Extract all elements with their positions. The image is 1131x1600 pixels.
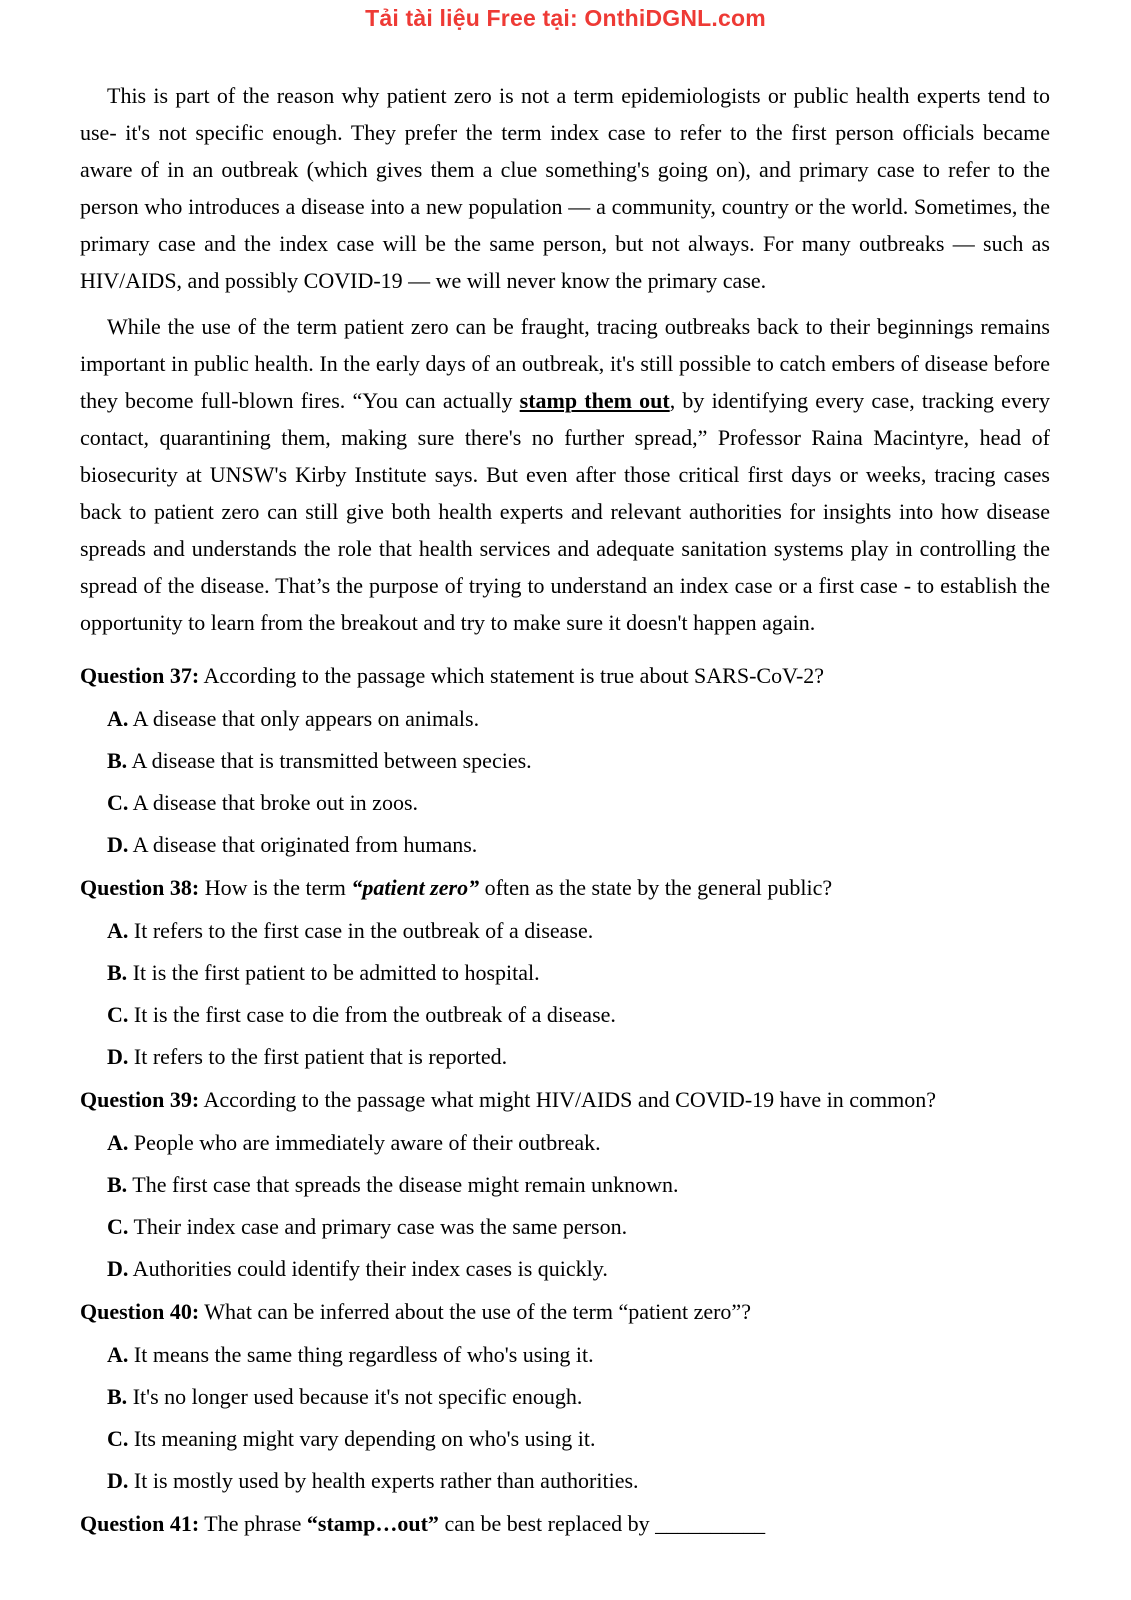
option-text: It refers to the first case in the outbreak of a disease.	[128, 918, 594, 943]
stamp-out-term: “stamp…out”	[306, 1511, 439, 1536]
paragraph-2-text-pre: While the use of the term patient zero can be fraught, tracing outbreaks back to their beginnings remains important in public health. In the early days of an outbreak, it's still possible to catch embers of disease before they become full-blown fires. “You can actually	[80, 314, 1050, 413]
question-38-option-b	[80, 958, 1050, 987]
option-text: It is the first patient to be admitted to hospital.	[127, 960, 540, 985]
question-39-option-b	[80, 1170, 1050, 1199]
question-37-option-c	[80, 788, 1050, 817]
passage-content	[80, 77, 1050, 1538]
option-letter: D.	[107, 1256, 129, 1281]
question-39-option-a	[80, 1128, 1050, 1157]
question-37-text: According to the passage which statement is true about SARS-CoV-2?	[199, 663, 825, 688]
question-40-label: Question 40:	[80, 1299, 200, 1324]
answer-blank: __________	[655, 1511, 766, 1536]
question-37-option-a	[80, 704, 1050, 733]
option-text: It is the first case to die from the outbreak of a disease.	[128, 1002, 616, 1027]
passage-paragraph-1	[80, 77, 1050, 299]
question-41-label: Question 41:	[80, 1511, 200, 1536]
question-40-option-a	[80, 1340, 1050, 1369]
option-text: It is mostly used by health experts rather than authorities.	[128, 1468, 639, 1493]
question-41	[80, 1509, 1050, 1538]
header-title: Tải tài liệu Free tại: OnthiDGNL.com	[365, 5, 766, 31]
option-letter: B.	[107, 960, 128, 985]
question-38-label: Question 38:	[80, 875, 200, 900]
question-37-option-b	[80, 746, 1050, 775]
passage-paragraph-2	[80, 308, 1050, 641]
option-letter: D.	[107, 1044, 129, 1069]
option-text: It's no longer used because it's not specific enough.	[127, 1384, 583, 1409]
option-letter: B.	[107, 1384, 128, 1409]
question-38-option-d	[80, 1042, 1050, 1071]
question-39	[80, 1085, 1050, 1114]
option-letter: A.	[107, 1130, 129, 1155]
question-38-option-a	[80, 916, 1050, 945]
option-text: It refers to the first patient that is reported.	[128, 1044, 508, 1069]
option-letter: A.	[107, 706, 129, 731]
question-39-text: According to the passage what might HIV/AIDS and COVID-19 have in common?	[199, 1087, 937, 1112]
option-letter: D.	[107, 1468, 129, 1493]
question-38-text-pre: How is the term	[199, 875, 352, 900]
question-38-text-post: often as the state by the general public?	[479, 875, 833, 900]
option-text: Their index case and primary case was the same person.	[128, 1214, 628, 1239]
paragraph-1-text: This is part of the reason why patient zero is not a term epidemiologists or public health experts tend to use- it's not specific enough. They prefer the term index case to refer to the first person officials became aware of in an outbreak (which gives them a clue something's going on), and primary case to refer to the person who introduces a disease into a new population — a community, country or the world. Sometimes, the primary case and the index case will be the same person, but not always. For many outbreaks — such as HIV/AIDS, and possibly COVID-19 — we will never know the primary case.	[80, 83, 1050, 293]
patient-zero-term: “patient zero”	[351, 875, 480, 900]
option-text: People who are immediately aware of their outbreak.	[128, 1130, 601, 1155]
question-37-label: Question 37:	[80, 663, 200, 688]
option-text: A disease that broke out in zoos.	[128, 790, 419, 815]
question-39-option-c	[80, 1212, 1050, 1241]
option-text: The first case that spreads the disease might remain unknown.	[127, 1172, 679, 1197]
question-38-option-c	[80, 1000, 1050, 1029]
question-37	[80, 661, 1050, 690]
option-letter: C.	[107, 1426, 129, 1451]
option-text: A disease that is transmitted between species.	[127, 748, 532, 773]
option-text: A disease that only appears on animals.	[128, 706, 480, 731]
question-39-label: Question 39:	[80, 1087, 200, 1112]
question-41-text-post: can be best replaced by	[438, 1511, 656, 1536]
page-header	[0, 0, 1131, 32]
question-38	[80, 873, 1050, 902]
option-letter: A.	[107, 918, 129, 943]
option-letter: B.	[107, 748, 128, 773]
question-40-option-b	[80, 1382, 1050, 1411]
stamp-them-out-phrase: stamp them out	[519, 388, 670, 413]
question-40	[80, 1297, 1050, 1326]
paragraph-2-text-post: , by identifying every case, tracking every contact, quarantining them, making sure there's no further spread,” Professor Raina Macintyre, head of biosecurity at UNSW's Kirby Institute says. But even after those critical first days or weeks, tracing cases back to patient zero can still give both health experts and relevant authorities for insights into how disease spreads and understands the role that health services and adequate sanitation systems play in controlling the spread of the disease. That’s the purpose of trying to understand an index case or a first case - to establish the opportunity to learn from the breakout and try to make sure it doesn't happen again.	[80, 388, 1050, 635]
question-40-text: What can be inferred about the use of the term “patient zero”?	[199, 1299, 751, 1324]
option-letter: C.	[107, 790, 129, 815]
question-39-option-d	[80, 1254, 1050, 1283]
question-37-option-d	[80, 830, 1050, 859]
option-letter: C.	[107, 1002, 129, 1027]
question-40-option-d	[80, 1466, 1050, 1495]
question-40-option-c	[80, 1424, 1050, 1453]
option-letter: C.	[107, 1214, 129, 1239]
option-letter: A.	[107, 1342, 129, 1367]
questions-section	[80, 661, 1050, 1538]
option-letter: B.	[107, 1172, 128, 1197]
option-text: It means the same thing regardless of who's using it.	[128, 1342, 594, 1367]
option-letter: D.	[107, 832, 129, 857]
option-text: Its meaning might vary depending on who's using it.	[128, 1426, 596, 1451]
option-text: A disease that originated from humans.	[128, 832, 478, 857]
question-41-text-pre: The phrase	[199, 1511, 307, 1536]
option-text: Authorities could identify their index cases is quickly.	[128, 1256, 608, 1281]
